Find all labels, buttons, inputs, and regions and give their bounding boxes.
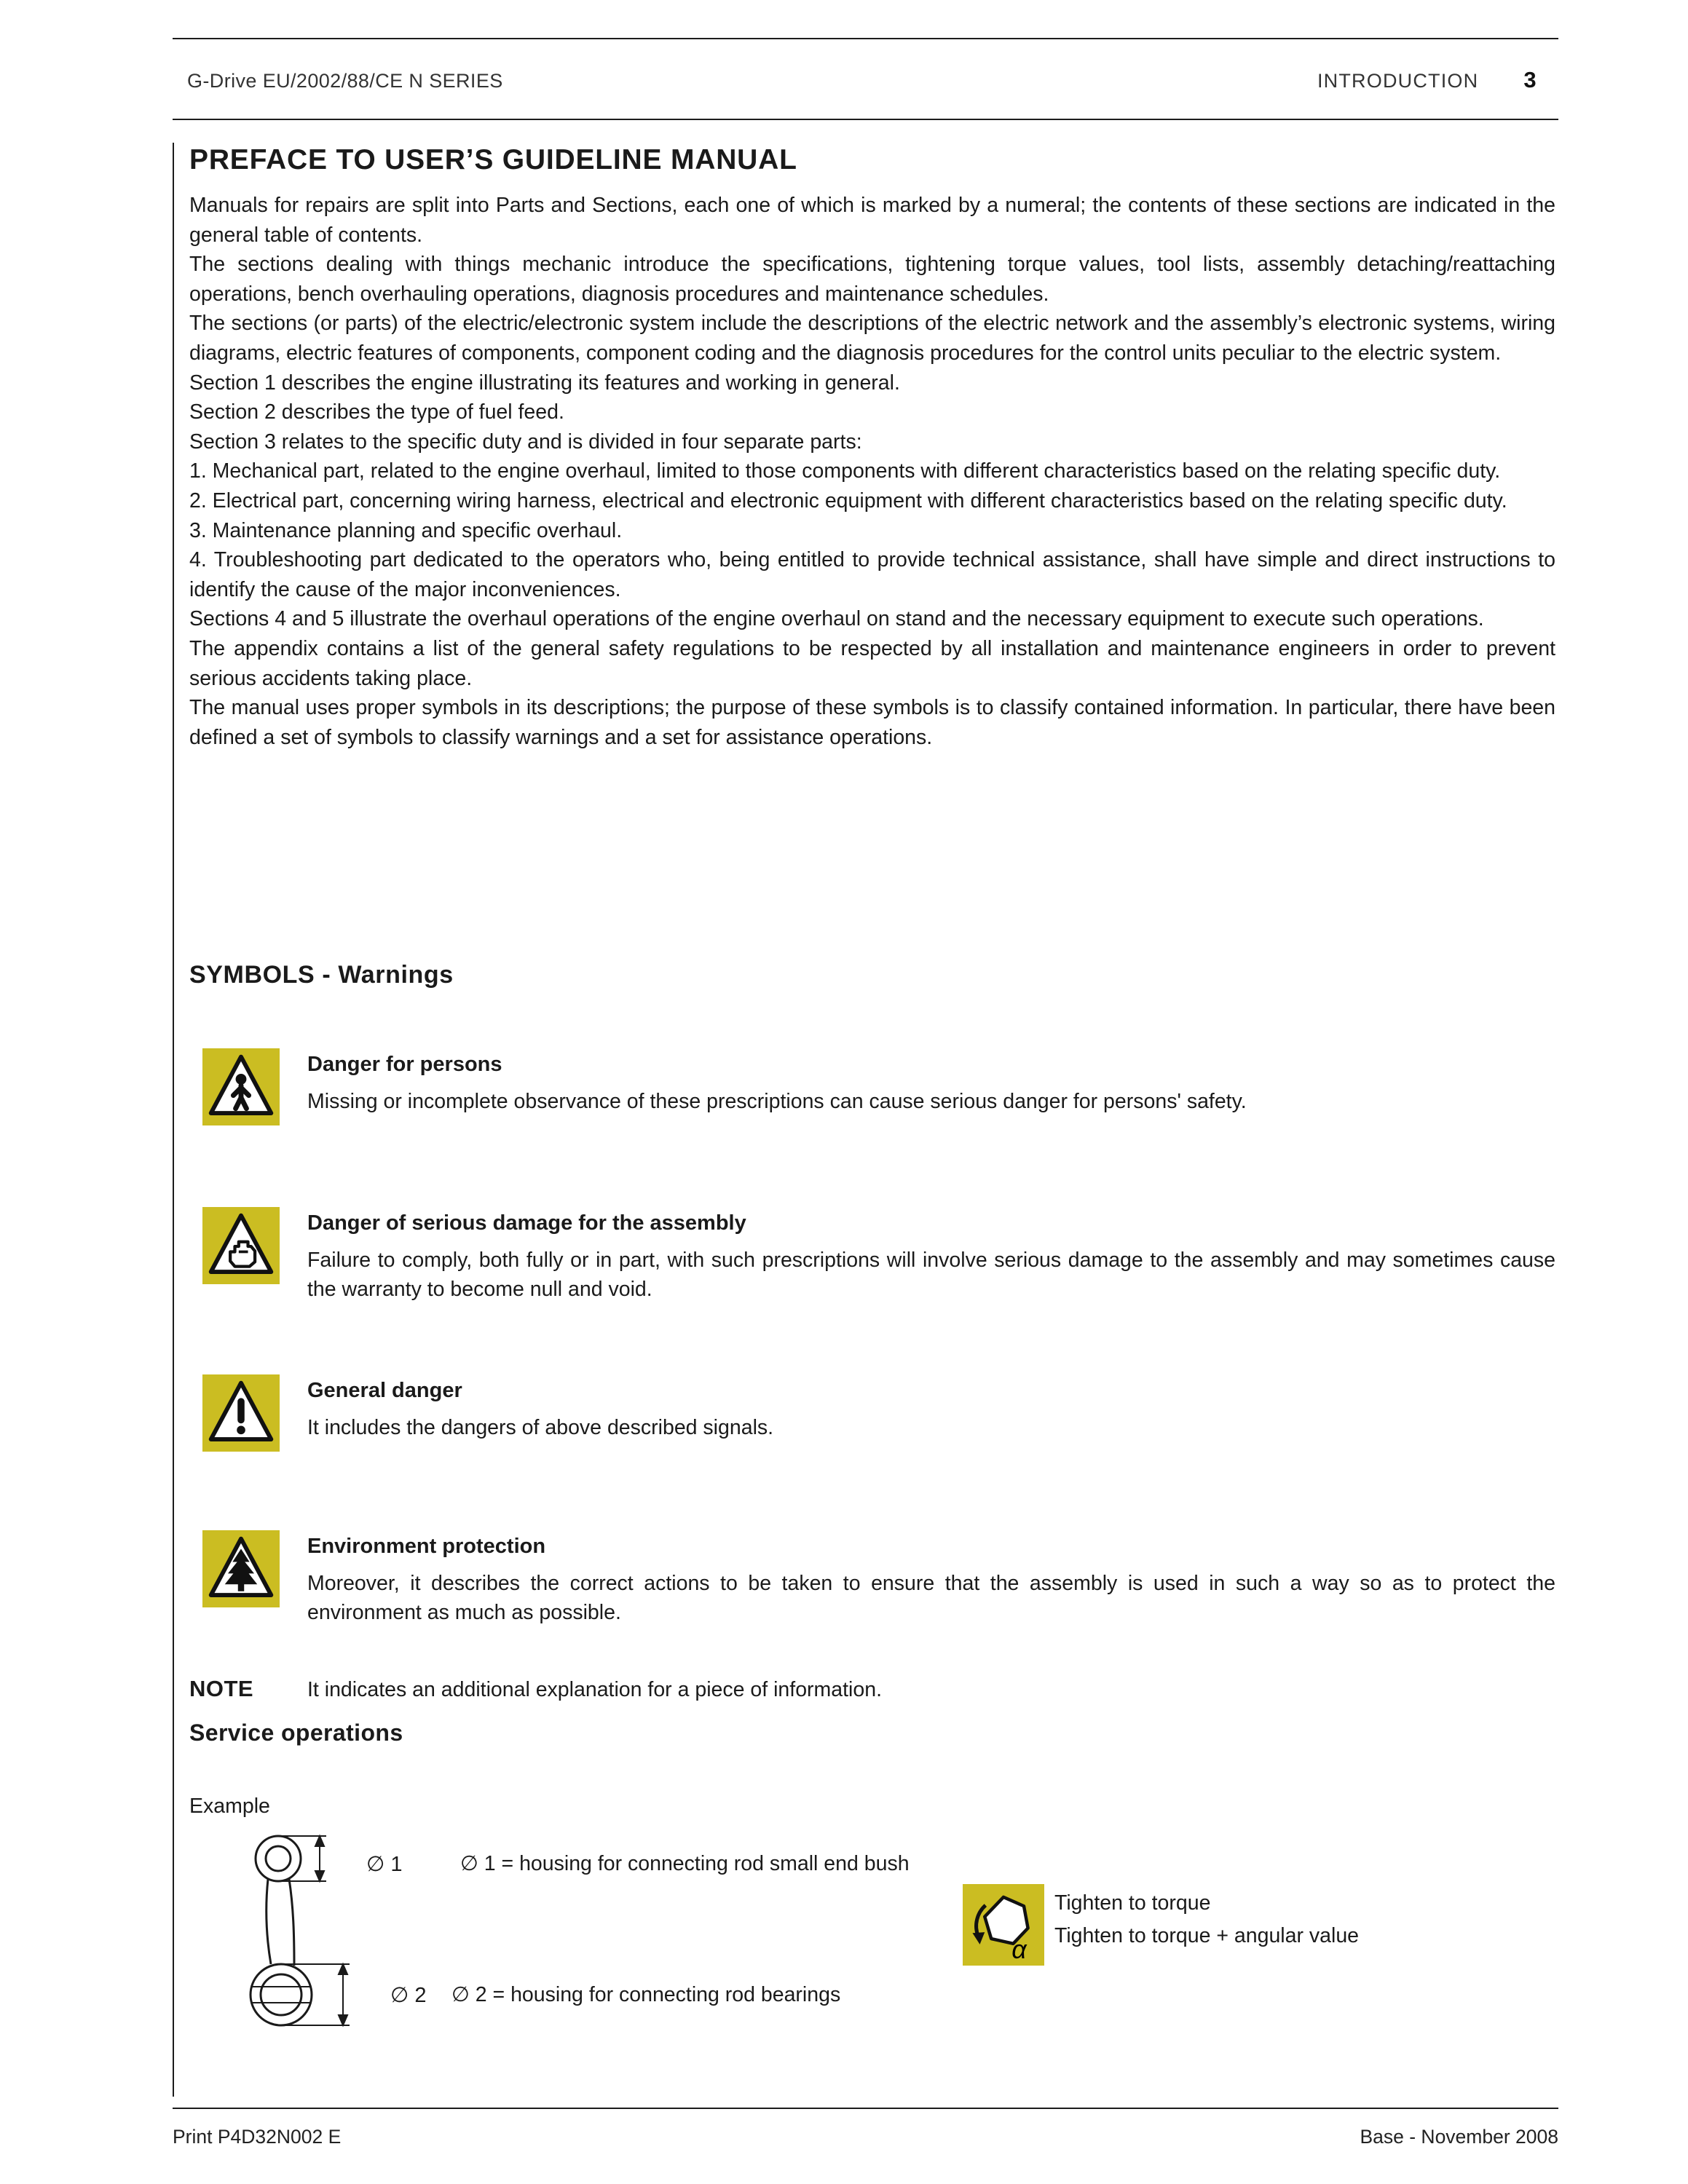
environment-protection-icon bbox=[202, 1530, 280, 1607]
preface-paragraph: The manual uses proper symbols in its descriptions; the purpose of these symbols is to classify contained information. In particular, there have been defined a set of symbols to classify warnings and a set for assistance operations. bbox=[189, 696, 1555, 749]
page-number: 3 bbox=[1523, 67, 1537, 92]
symbol-row-assembly-damage bbox=[202, 1207, 1555, 1304]
symbol-description: Failure to comply, both fully or in part, with such prescriptions will involve serious damage to the assembly and may sometimes cause the warranty to become null and void. bbox=[307, 1249, 1555, 1301]
preface-body bbox=[189, 191, 1555, 752]
header-bottom-rule bbox=[173, 119, 1558, 120]
symbol-description: Moreover, it describes the correct actions to be taken to ensure that the assembly is used in such a way so as to protect the environment as much as possible. bbox=[307, 1572, 1555, 1624]
danger-persons-icon bbox=[202, 1048, 280, 1125]
torque-caption bbox=[1054, 1887, 1359, 1952]
torque-line-1: Tighten to torque bbox=[1054, 1891, 1211, 1915]
symbol-text bbox=[307, 1207, 1555, 1304]
tighten-torque-icon bbox=[963, 1884, 1044, 1966]
page-footer bbox=[173, 2126, 1558, 2148]
preface-paragraph: 4. Troubleshooting part dedicated to the operators who, being entitled to provide technical assistance, shall have simple and direct instructions to identify the cause of the major inconveniences. bbox=[189, 548, 1555, 601]
preface-paragraph: The sections dealing with things mechanic introduce the specifications, tightening torque values, tool lists, assembly detaching/reattaching operations, bench overhauling operations, diagnosis procedures and maintenance schedules. bbox=[189, 253, 1555, 306]
dimension-arrow-1 bbox=[280, 1836, 326, 1881]
print-code: Print P4D32N002 E bbox=[173, 2126, 342, 2148]
symbol-title: Danger for persons bbox=[307, 1053, 502, 1076]
symbol-title: Environment protection bbox=[307, 1535, 546, 1558]
preface-paragraph: The appendix contains a list of the general safety regulations to be respected by all installation and maintenance engineers in order to prevent serious accidents taking place. bbox=[189, 636, 1555, 690]
document-title: G-Drive EU/2002/88/CE N SERIES bbox=[187, 70, 503, 92]
symbol-description: Missing or incomplete observance of these prescriptions can cause serious danger for persons' safety. bbox=[307, 1090, 1247, 1113]
symbol-text bbox=[307, 1048, 1555, 1125]
assembly-damage-icon bbox=[202, 1207, 280, 1284]
footer-rule bbox=[173, 2108, 1558, 2109]
symbol-text bbox=[307, 1374, 1555, 1452]
diameter-1-caption: ∅ 1 = housing for connecting rod small end bush bbox=[460, 1852, 910, 1875]
header-top-rule bbox=[173, 38, 1558, 39]
preface-paragraph: Section 2 describes the type of fuel feed. bbox=[189, 400, 564, 424]
preface-paragraph: 1. Mechanical part, related to the engine overhaul, limited to those components with different characteristics based on the relating specific duty. bbox=[189, 459, 1501, 483]
note-text: It indicates an additional explanation for a piece of information. bbox=[307, 1678, 882, 1701]
symbol-title: General danger bbox=[307, 1379, 462, 1402]
symbol-title: Danger of serious damage for the assembly bbox=[307, 1211, 746, 1235]
diameter-2-caption: ∅ 2 = housing for connecting rod bearings bbox=[451, 1983, 841, 2006]
diameter-2-label: ∅ 2 bbox=[390, 1984, 427, 2007]
preface-paragraph: 2. Electrical part, concerning wiring harness, electrical and electronic equipment with different characteristics based on the relating specific duty. bbox=[189, 488, 1507, 513]
diameter-1-label: ∅ 1 bbox=[366, 1853, 403, 1876]
preface-paragraph: Manuals for repairs are split into Parts and Sections, each one of which is marked by a numeral; the contents of these sections are indicated in the general table of contents. bbox=[189, 194, 1555, 247]
preface-paragraph: 3. Maintenance planning and specific overhaul. bbox=[189, 518, 623, 542]
preface-paragraph: Sections 4 and 5 illustrate the overhaul operations of the engine overhaul on stand and the necessary equipment to execute such operations. bbox=[189, 607, 1484, 631]
symbol-row-environment bbox=[202, 1530, 1555, 1627]
general-danger-icon bbox=[202, 1374, 280, 1452]
alpha-symbol: α bbox=[1011, 1934, 1027, 1964]
preface-paragraph: The sections (or parts) of the electric/electronic system include the descriptions of the electric network and the assembly’s electronic systems, wiring diagrams, electric features of components, component coding and the diagnosis procedures for the control units peculiar to the electric system. bbox=[189, 312, 1555, 365]
header-right bbox=[1317, 67, 1558, 93]
section-name: INTRODUCTION bbox=[1317, 70, 1479, 92]
service-operations-heading: Service operations bbox=[189, 1720, 403, 1746]
symbol-description: It includes the dangers of above described signals. bbox=[307, 1416, 774, 1439]
preface-paragraph: Section 1 describes the engine illustrating its features and working in general. bbox=[189, 371, 900, 395]
connecting-rod-diagram bbox=[232, 1824, 366, 2064]
page-header bbox=[173, 67, 1558, 93]
torque-line-2: Tighten to torque + angular value bbox=[1054, 1924, 1360, 1947]
symbols-heading: SYMBOLS - Warnings bbox=[189, 961, 454, 989]
preface-paragraph: Section 3 relates to the specific duty and is divided in four separate parts: bbox=[189, 430, 862, 454]
note-label: NOTE bbox=[189, 1676, 254, 1701]
symbol-text bbox=[307, 1530, 1555, 1627]
symbol-row-danger-persons bbox=[202, 1048, 1555, 1125]
content-left-rule bbox=[173, 143, 174, 2097]
note-row bbox=[189, 1676, 1555, 1702]
edition-date: Base - November 2008 bbox=[1360, 2126, 1558, 2148]
example-label: Example bbox=[189, 1795, 270, 1818]
symbol-row-general-danger bbox=[202, 1374, 1555, 1452]
dimension-arrow-2 bbox=[284, 1964, 350, 2025]
page-title: PREFACE TO USER’S GUIDELINE MANUAL bbox=[189, 144, 797, 175]
